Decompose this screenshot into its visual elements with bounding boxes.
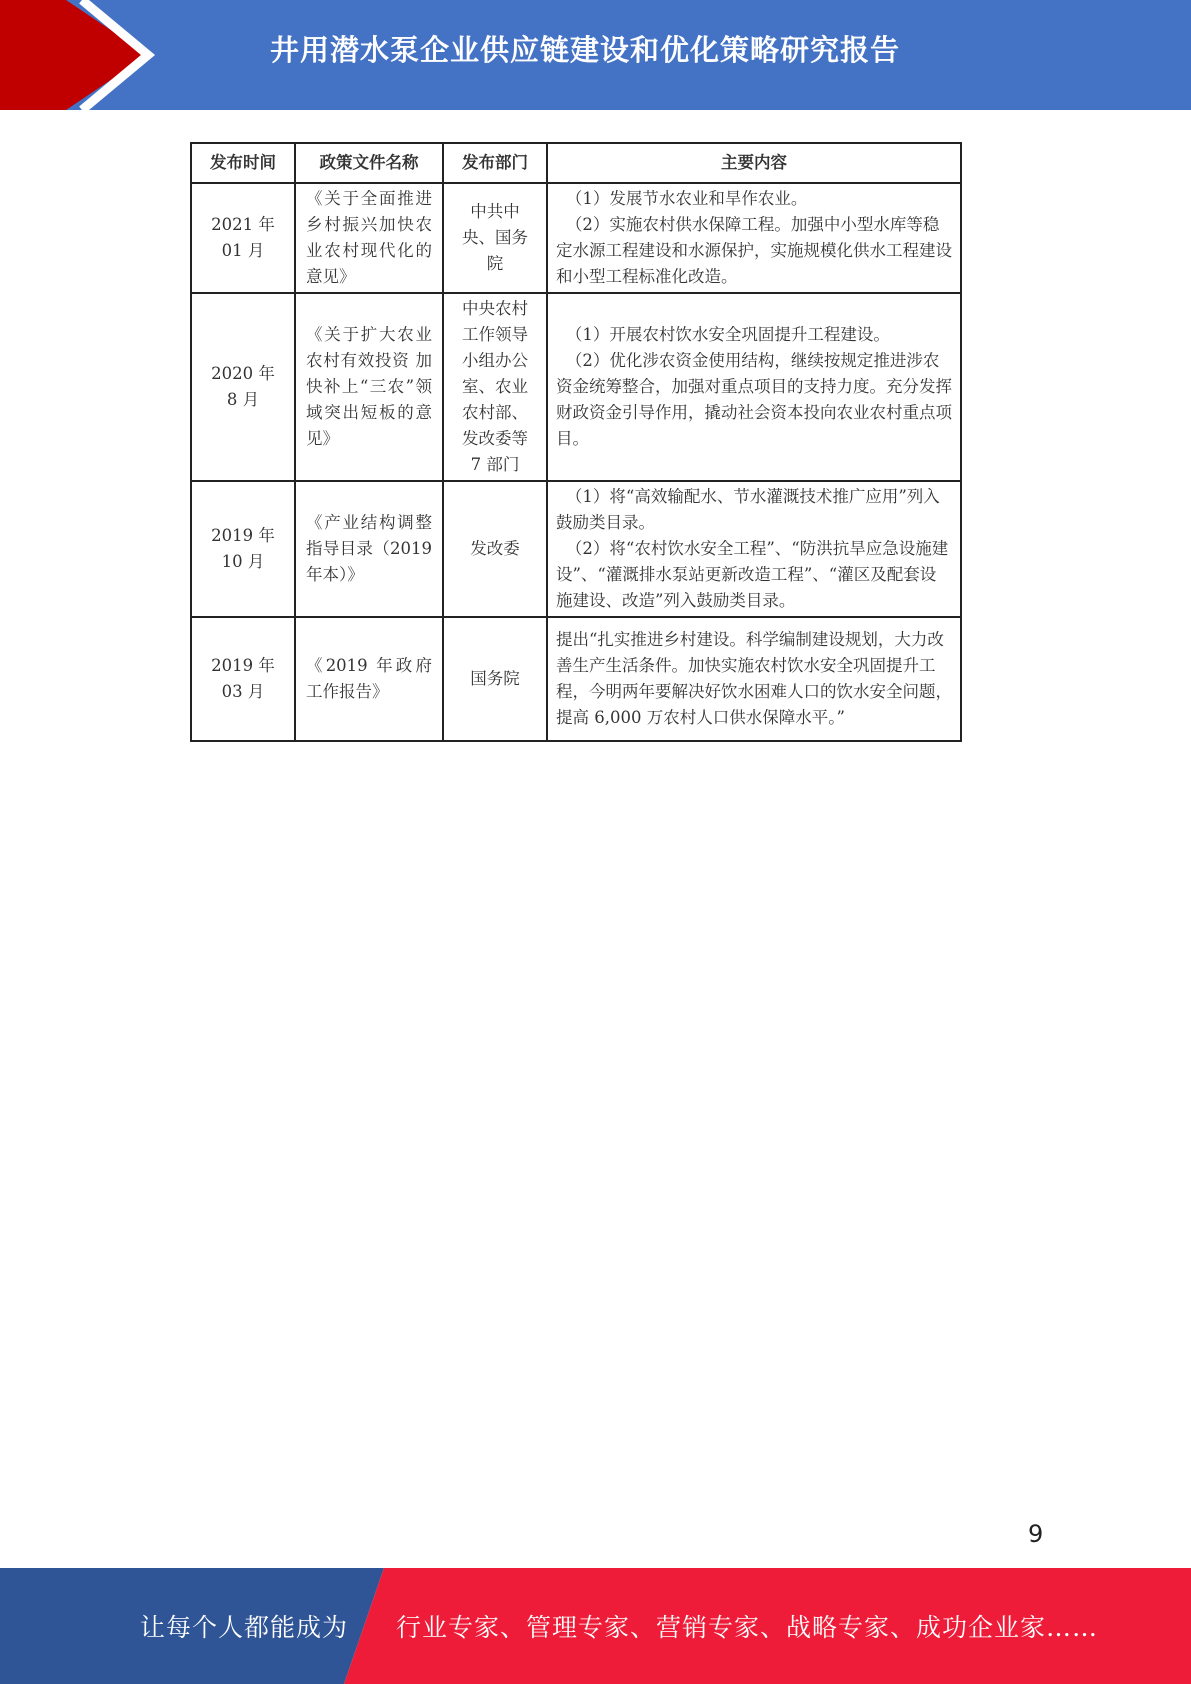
dept-line: 央、国务 (462, 228, 528, 247)
table-row (191, 183, 961, 293)
date-month: 01 月 (221, 241, 265, 260)
cell-department (443, 617, 547, 741)
cell-department (443, 183, 547, 293)
cell-date (191, 183, 295, 293)
date-year: 2019 年 (211, 656, 275, 675)
cell-policy-name: 《2019 年政府工作报告》 (295, 617, 443, 741)
cell-policy-name: 《关于全面推进乡村振兴加快农业农村现代化的意见》 (295, 183, 443, 293)
cell-main-content (547, 481, 961, 617)
header-main-content: 主要内容 (547, 143, 961, 183)
policy-table (190, 142, 962, 742)
date-month: 8 月 (226, 390, 260, 409)
date-year: 2021 年 (211, 215, 275, 234)
footer-slogan-left: 让每个人都能成为 (140, 1613, 349, 1642)
cell-main-content (547, 293, 961, 481)
header-policy-name: 政策文件名称 (295, 143, 443, 183)
dept-line: 发改委等 (462, 429, 528, 448)
cell-department (443, 293, 547, 481)
cell-main-content (547, 183, 961, 293)
dept-line: 中央农村 (462, 299, 528, 318)
cell-department (443, 481, 547, 617)
dept-line: 农村部、 (462, 403, 528, 422)
date-month: 03 月 (221, 682, 265, 701)
cell-date (191, 293, 295, 481)
page-number: 9 (1028, 1520, 1044, 1548)
cell-date (191, 617, 295, 741)
content-paragraph: （1）发展节水农业和旱作农业。 (565, 189, 808, 208)
table-row (191, 293, 961, 481)
table-row (191, 481, 961, 617)
footer-band (0, 1568, 1191, 1684)
content-paragraph: （2）实施农村供水保障工程。加强中小型水库等稳定水源工程建设和水源保护，实施规模化供水工程建设和小型工程标准化改造。 (556, 215, 952, 286)
dept-line: 工作领导 (462, 325, 528, 344)
date-month: 10 月 (221, 552, 265, 571)
dept-line: 国务院 (470, 669, 520, 688)
date-year: 2020 年 (211, 364, 275, 383)
date-year: 2019 年 (211, 526, 275, 545)
dept-line: 7 部门 (470, 455, 520, 474)
cell-policy-name: 《关于扩大农业农村有效投资 加快补上“三农”领域突出短板的意见》 (295, 293, 443, 481)
header-date: 发布时间 (191, 143, 295, 183)
dept-line: 中共中 (470, 202, 520, 221)
content-paragraph: （2）将“农村饮水安全工程”、“防洪抗旱应急设施建设”、“灌溉排水泵站更新改造工程”、“灌区及配套设施建设、改造”列入鼓励类目录。 (556, 539, 949, 610)
document-title: 井用潜水泵企业供应链建设和优化策略研究报告 (270, 33, 901, 67)
header-arrow-icon (0, 0, 160, 110)
cell-date (191, 481, 295, 617)
table-row (191, 617, 961, 741)
header-department: 发布部门 (443, 143, 547, 183)
dept-line: 室、农业 (462, 377, 528, 396)
content-paragraph: （1）开展农村饮水安全巩固提升工程建设。 (565, 325, 890, 344)
header-band (0, 0, 1191, 110)
content-paragraph: （1）将“高效输配水、节水灌溉技术推广应用”列入鼓励类目录。 (556, 487, 940, 532)
cell-policy-name: 《产业结构调整指导目录（2019 年本）》 (295, 481, 443, 617)
cell-main-content (547, 617, 961, 741)
content-paragraph: 提出“扎实推进乡村建设。科学编制建设规划，大力改善生产生活条件。加快实施农村饮水安全巩固提升工程，今明两年要解决好饮水困难人口的饮水安全问题，提高 6,000 万农村人口供水保障水平。” (556, 630, 952, 727)
footer-slogan-right: 行业专家、管理专家、营销专家、战略专家、成功企业家…… (396, 1613, 1099, 1642)
dept-line: 院 (486, 254, 504, 273)
dept-line: 小组办公 (462, 351, 528, 370)
dept-line: 发改委 (470, 539, 520, 558)
content-paragraph: （2）优化涉农资金使用结构，继续按规定推进涉农资金统筹整合，加强对重点项目的支持力度。充分发挥财政资金引导作用，撬动社会资本投向农业农村重点项目。 (556, 351, 952, 448)
table-header-row (191, 143, 961, 183)
